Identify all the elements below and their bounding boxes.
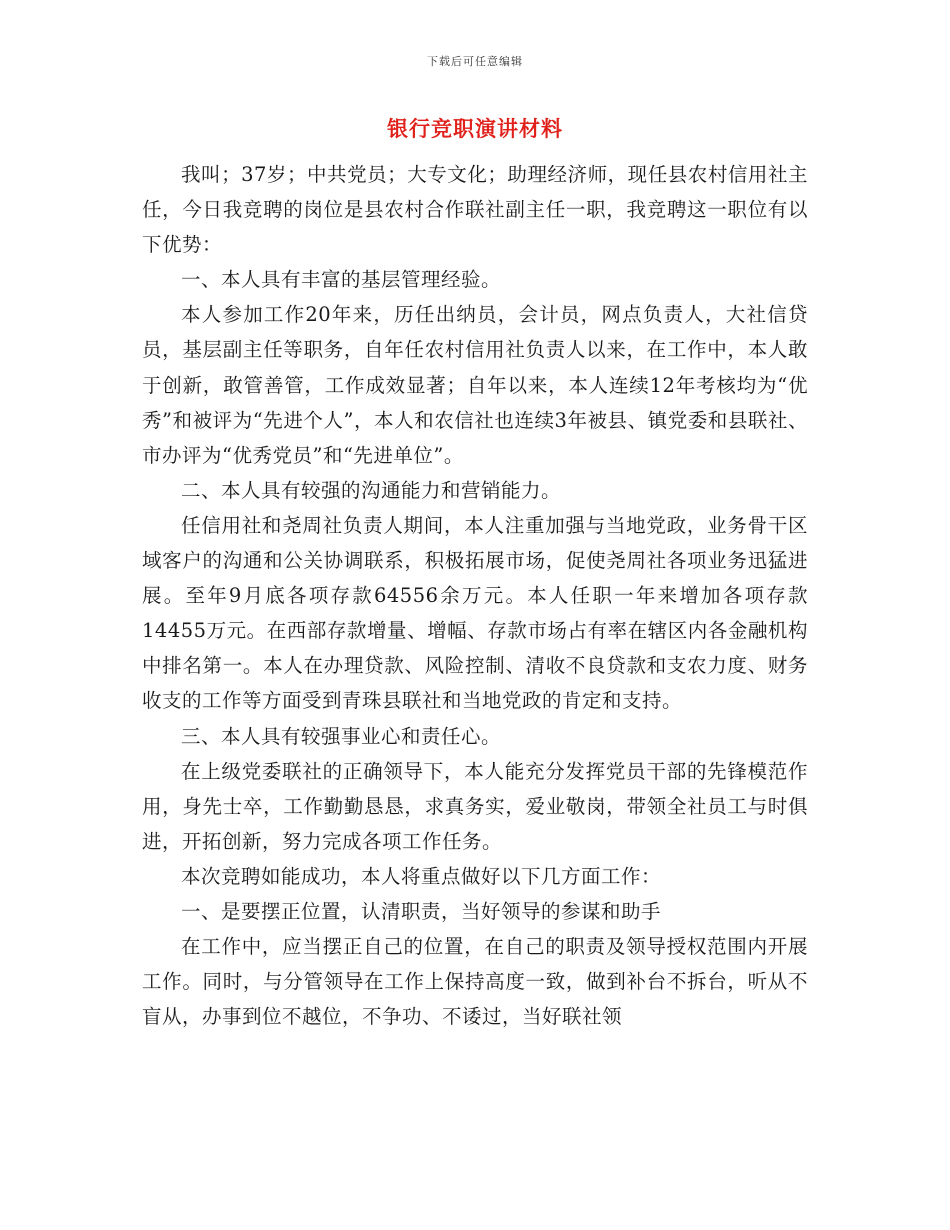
paragraph: 在工作中，应当摆正自己的位置，在自己的职责及领导授权范围内开展工作。同时，与分管领导在工作上保持高度一致，做到补台不拆台，听从不盲从，办事到位不越位，不争功、不诿过，当好联社领: [142, 935, 808, 1029]
paragraph: 二、本人具有较强的沟通能力和营销能力。: [181, 478, 562, 502]
paragraph: 三、本人具有较强事业心和责任心。: [181, 724, 502, 748]
header-note: 下载后可任意编辑: [427, 55, 523, 68]
paragraph: 在上级党委联社的正确领导下，本人能充分发挥党员干部的先锋模范作用，身先士卒，工作勤勤恳恳，求真务实，爱业敬岗，带领全社员工与时俱进，开拓创新，努力完成各项工作任务。: [142, 759, 808, 853]
paragraph: 本次竞聘如能成功，本人将重点做好以下几方面工作：: [181, 864, 662, 888]
paragraph: 一、本人具有丰富的基层管理经验。: [181, 268, 502, 292]
paragraph: 任信用社和尧周社负责人期间，本人注重加强与当地党政，业务骨干区域客户的沟通和公关协调联系，积极拓展市场，促使尧周社各项业务迅猛进展。至年9月底各项存款64556余万元。本人任职一年来增加各项存款14455万元。在西部存款增量、增幅、存款市场占有率在辖区内各金融机构中排名第一。本人在办理贷款、风险控制、清收不良贷款和支农力度、财务收支的工作等方面受到青珠县联社和当地党政的肯定和支持。: [142, 513, 808, 713]
paragraph: 我叫；37岁；中共党员；大专文化；助理经济师，现任县农村信用社主任，今日我竞聘的岗位是县农村合作联社副主任一职，我竞聘这一职位有以下优势：: [142, 163, 808, 257]
paragraph: 本人参加工作20年来，历任出纳员，会计员，网点负责人，大社信贷员，基层副主任等职务，自年任农村信用社负责人以来，在工作中，本人敢于创新，敢管善管，工作成效显著；自年以来，本人连续12年考核均为“优秀”和被评为“先进个人”，本人和农信社也连续3年被县、镇党委和县联社、市办评为“优秀党员”和“先进单位”。: [142, 303, 808, 467]
paragraph: 一、是要摆正位置，认清职责，当好领导的参谋和助手: [181, 899, 662, 923]
document-body: [142, 157, 808, 1034]
document-title: 银行竞职演讲材料: [387, 116, 563, 141]
